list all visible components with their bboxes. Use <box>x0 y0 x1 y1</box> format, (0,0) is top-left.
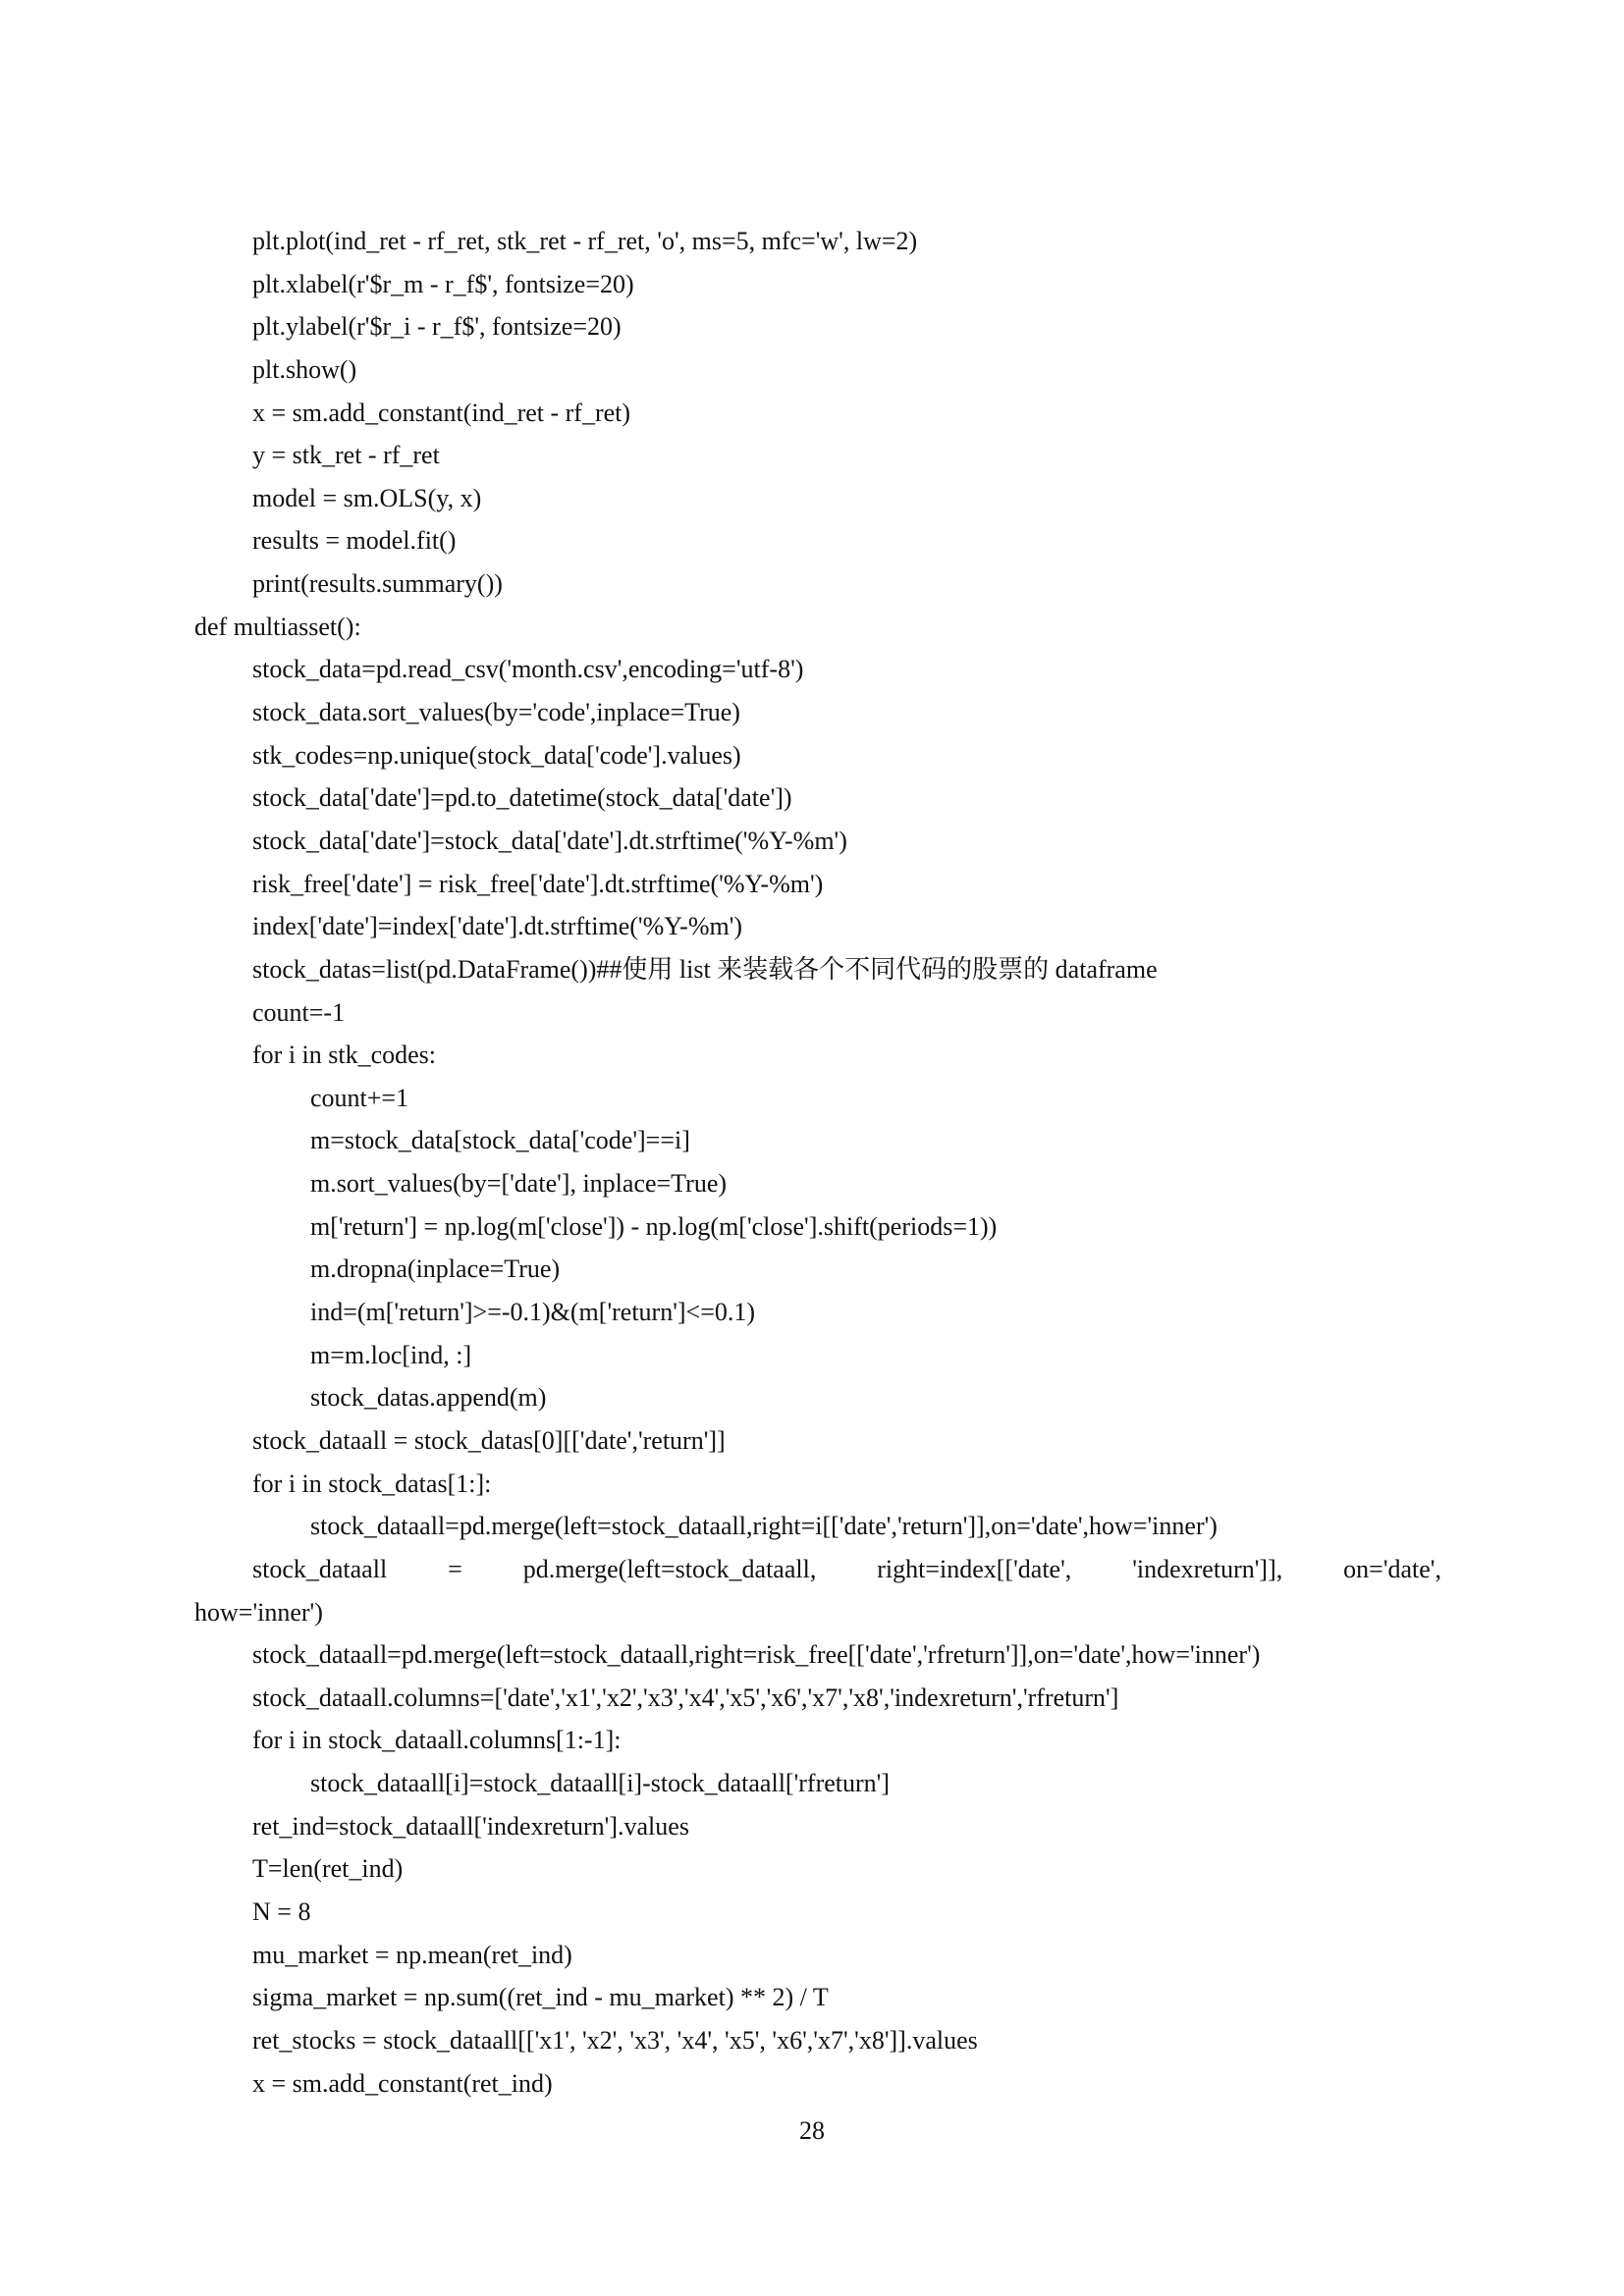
code-line: for i in stock_datas[1:]: <box>252 1468 492 1498</box>
code-line: for i in stock_dataall.columns[1:-1]: <box>252 1726 622 1755</box>
code-line: T=len(ret_ind) <box>252 1854 404 1884</box>
code-line: ret_ind=stock_dataall['indexreturn'].values <box>252 1811 689 1841</box>
code-line: stock_dataall.columns=['date','x1','x2','x3','x4','x5','x6','x7','x8','indexreturn','rfreturn'] <box>252 1682 1119 1712</box>
code-line: plt.xlabel(r'$r_m - r_f$', fontsize=20) <box>252 269 634 298</box>
page-number: 28 <box>799 2116 825 2145</box>
code-line: print(results.summary()) <box>252 569 503 599</box>
code-line: stk_codes=np.unique(stock_data['code'].values) <box>252 740 741 770</box>
code-line: plt.ylabel(r'$r_i - r_f$', fontsize=20) <box>252 312 622 342</box>
code-line: count+=1 <box>310 1083 409 1112</box>
code-line: y = stk_ret - rf_ret <box>252 441 440 470</box>
code-line: stock_datas=list(pd.DataFrame())##使用 list 来装载各个不同代码的股票的 dataframe <box>252 954 1158 984</box>
code-line: for i in stk_codes: <box>252 1041 437 1070</box>
code-line: stock_data['date']=pd.to_datetime(stock_data['date']) <box>252 783 792 813</box>
code-line: x = sm.add_constant(ind_ret - rf_ret) <box>252 398 631 427</box>
code-line: m=stock_data[stock_data['code']==i] <box>310 1126 690 1155</box>
code-line: stock_dataall=pd.merge(left=stock_dataall,right=i[['date','return']],on='date',how='inner') <box>310 1512 1218 1541</box>
code-line: mu_market = np.mean(ret_ind) <box>252 1940 572 1969</box>
code-line: def multiasset(): <box>194 612 361 641</box>
code-line: stock_dataall=pd.merge(left=stock_dataall,right=risk_free[['date','rfreturn']],on='date',how='inner') <box>252 1640 1261 1670</box>
code-line: m.dropna(inplace=True) <box>310 1255 561 1284</box>
code-line: stock_dataall = pd.merge(left=stock_dataall, right=index[['date', 'indexreturn']], on='date', <box>252 1554 1441 1583</box>
code-line: risk_free['date'] = risk_free['date'].dt.strftime('%Y-%m') <box>252 869 824 898</box>
code-line: m=m.loc[ind, :] <box>310 1340 472 1369</box>
code-line: count=-1 <box>252 997 346 1027</box>
code-line: plt.plot(ind_ret - rf_ret, stk_ret - rf_ret, 'o', ms=5, mfc='w', lw=2) <box>252 227 918 255</box>
code-listing <box>194 220 1441 2105</box>
code-line: sigma_market = np.sum((ret_ind - mu_market) ** 2) / T <box>252 1983 829 2012</box>
code-line: stock_data['date']=stock_data['date'].dt.strftime('%Y-%m') <box>252 826 847 855</box>
code-line: results = model.fit() <box>252 526 457 556</box>
code-line: m.sort_values(by=['date'], inplace=True) <box>310 1169 728 1199</box>
code-line: stock_data.sort_values(by='code',inplace=True) <box>252 698 740 727</box>
code-line: m['return'] = np.log(m['close']) - np.log(m['close'].shift(periods=1)) <box>310 1211 998 1241</box>
code-line: stock_data=pd.read_csv('month.csv',encoding='utf-8') <box>252 655 804 684</box>
code-line: stock_dataall = stock_datas[0][['date','return']] <box>252 1425 726 1455</box>
code-line: ind=(m['return']>=-0.1)&(m['return']<=0.1) <box>310 1298 756 1327</box>
code-line: how='inner') <box>194 1597 323 1627</box>
code-line: plt.show() <box>252 354 357 384</box>
code-line: stock_datas.append(m) <box>310 1383 547 1413</box>
code-line: N = 8 <box>252 1896 311 1926</box>
code-line: x = sm.add_constant(ret_ind) <box>252 2068 553 2098</box>
code-line: ret_stocks = stock_dataall[['x1', 'x2', 'x3', 'x4', 'x5', 'x6','x7','x8']].values <box>252 2025 978 2055</box>
code-line: model = sm.OLS(y, x) <box>252 483 482 512</box>
code-line: stock_dataall[i]=stock_dataall[i]-stock_dataall['rfreturn'] <box>310 1769 891 1798</box>
code-line: index['date']=index['date'].dt.strftime('%Y-%m') <box>252 912 743 941</box>
